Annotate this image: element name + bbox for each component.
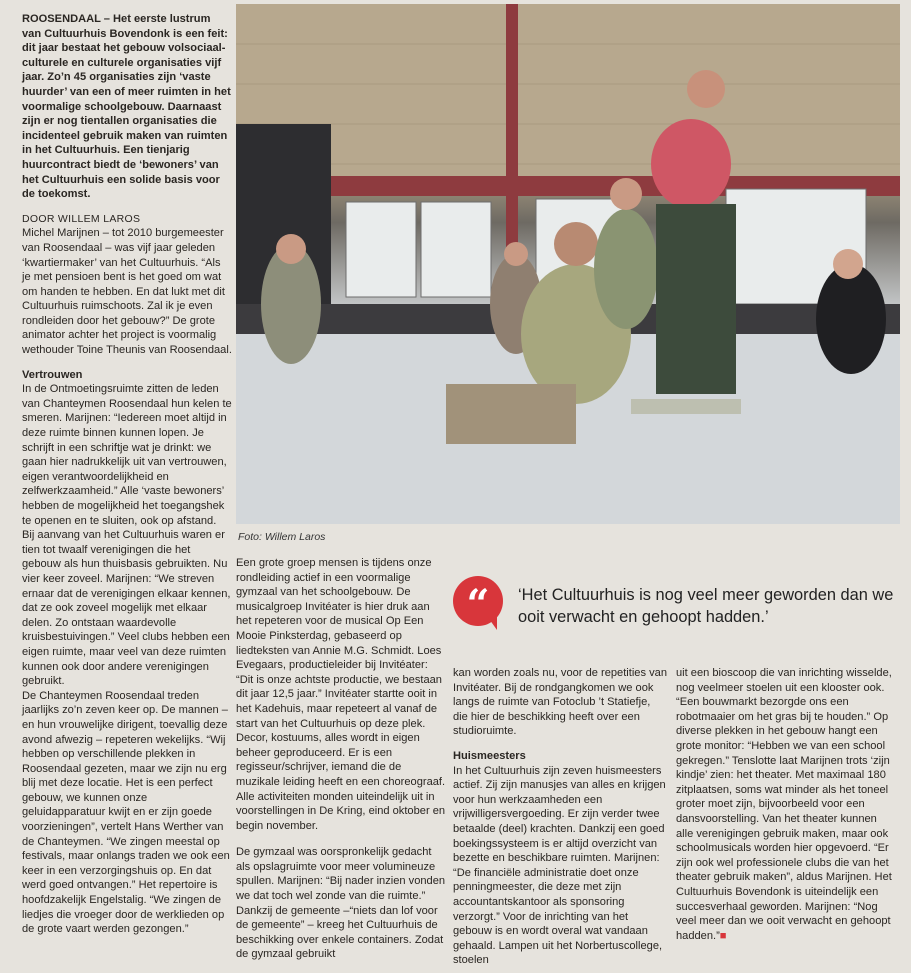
body-paragraph: kan worden zoals nu, voor de repetities van Invitéater. Bij de rondgangkomen we ook langs de ruimte van Fotoclub ’t Statiefje, die hier de beschikking heeft over een studioruimte. [453,667,667,738]
pull-quote: ‘Het Cultuurhuis is nog veel meer geworden dan we ooit verwacht en gehoopt hadden.’ [518,586,894,626]
body-paragraph: Michel Marijnen – tot 2010 burgemeester van Roosendaal – was vijf jaar geleden ‘kwartiermaker’ van het Cultuurhuis. “Als je met pensioen bent is het goed om wat om handen te hebben. En dat lukt met dit Cultuurhuis ruimschoots. Zal ik je even rondleiden door het gebouw?” De grote animator achter het project is voormalig wethouder Toine Theunis van Roosendaal. [22,227,232,357]
intro-paragraph: ROOSENDAAL – Het eerste lustrum van Cultuurhuis Bovendonk is een feit: dit jaar bestaat het gebouw volsociaal-culturele en culturele organisaties vijf jaar. Zo’n 45 organisaties zijn ‘vaste huurder’ van een of meer ruimten in het voormalige schoolgebouw. Daarnaast zijn er nog tientallen organisaties die incidenteel gebruik maken van ruimten in het Cultuurhuis. Een tienjarig huurcontract biedt de ‘bewoners’ van het Cultuurhuis een solide basis voor de toekomst. [22,13,231,201]
body-paragraph: De gymzaal was oorspronkelijk gedacht als opslagruimte voor meer volumineuze spullen. Marijnen: “Bij nader inzien vonden we dat toch wel zonde van die ruimte.” Dankzij de gemeente –“niets dan lof voor de gemeente” – kreeg het Cultuurhuis de beschikking over enkele containers. Zodat de gymzaal gebruikt [236,846,446,961]
body-paragraph: De Chanteymen Roosendaal treden jaarlijks zo’n zeven keer op. De mannen – en hun vrouwelijke dirigent, toevallig deze avond afwezig – repeteren wekelijks. “Wij hebben op verschillende plekken in Roosendaal gezeten, maar we zijn nu erg blij met deze locatie. Het is een perfect gebouw, we kunnen onze geluidapparatuur kwijt en er zijn goede voorzieningen”, vertelt Hans Werther van de Chanteymen. “We zingen meestal op festivals, maar onlangs traden we ook een keer in een verzorgingshuis op. En dat werd goed ontvangen.” Het repertoire is hoofdzakelijk Engelstalig. “We zingen de liedjes die vroeger door de werklieden op de grote vaart werden gezongen.” [22,689,230,936]
quote-icon: “ [453,576,503,626]
article-column-1 [22,12,232,937]
end-mark: ■ [719,929,727,942]
body-paragraph: Bij aanvang van het Cultuurhuis waren er tien tot twaalf verenigingen die het gebouw als hun thuisbasis gebruikten. Nu vier keer zoveel. Marijnen: “We streven ernaar dat de verenigingen elkaar kennen, dat ze ook zoveel mogelijk met elkaar delen. Zo ontstaan waardevolle kruisbestuivingen.” Veel clubs hebben een eigen ruimte, maar veel van deze ruimten kunnen ook door andere verenigingen gebruikt. [22,529,231,688]
body-paragraph: In het Cultuurhuis zijn zeven huismeesters actief. Zij zijn manusjes van alles en krijgen voor hun werkzaamheden een vrijwilligersvergoeding. Er zijn verder twee betaalde (deel) krachten. Dankzij een goed boekingssysteem is er altijd overzicht van bezette en beschikbare ruimten. Marijnen: “De financiële administratie doet onze penningmeester, die deze met zijn accountantskantoor als sponsoring verzorgt.” Voor de inrichting van het gebouw is en wordt overal wat vandaan gehaald. Lampen uit het Norbertuscollege, stoelen [453,764,666,967]
article-column-2 [236,556,446,962]
body-paragraph: Een grote groep mensen is tijdens onze rondleiding actief in een voormalige gymzaal van het schoolgebouw. De musicalgroep Invitéater is hier druk aan het repeteren voor de musical Op Een Mooie Pinksterdag, gebaseerd op liedteksten van Annie M.G. Schmidt. Loes Evegaars, productieleider bij Invitéater: “Dit is onze achtste productie, we bestaan dit jaar 12,5 jaar.” Invitéater startte ooit in het Kadehuis, maar repeteert al vanaf de start van het Cultuurhuis op deze plek. Decor, kostuums, alles wordt in eigen beheer geproduceerd. Er is een regisseur/schrijver, iemand die de muzikale leiding heeft en een choreograaf. Alle activiteiten monden uiteindelijk uit in voorstellingen in De Kring, eind oktober en begin november. [236,557,446,832]
byline: DOOR WILLEM LAROS [22,212,141,225]
article-column-3 [453,666,668,968]
quote-icon-tail [487,616,497,630]
body-paragraph [676,666,894,943]
subheading-vertrouwen: Vertrouwen [22,368,83,381]
photo-illustration [236,4,900,524]
subheading-huismeesters: Huismeesters [453,749,526,762]
photo-caption: Foto: Willem Laros [238,531,326,543]
body-text: uit een bioscoop die van inrichting wisselde, nog veelmeer stoelen uit een klooster ook. “Een bouwmarkt bezorgde ons een robotmaaier om het gras bij te houden.” Op diverse plekken in het gebouw hangt een grote monitor: “Hebben we van een school gekregen.” Tenslotte laat Marijnen trots ‘zijn kindje’ zien: het theater. Met maximaal 180 zitplaatsen, soms wat minder als het toneel groter moet zijn, bijvoorbeeld voor een dansvoorstelling. Van het theater kunnen alle verenigingen gebruik maken, maar ook schoolmusicals worden hier opgevoerd. “Er zijn ook wel professionele clubs die van het theater gebruik maken”, aldus Marijnen. Het Cultuurhuis Bovendonk is uiteindelijk een succesverhaal geworden. Marijnen: “Nog veel meer dan we ooit verwacht en gehoopt hadden.” [676,667,892,942]
article-column-4 [676,666,894,943]
body-paragraph: In de Ontmoetingsruimte zitten de leden van Chanteymen Roosendaal hun kelen te smeren. Marijnen: “Iedereen moet altijd in deze ruimte binnen kunnen lopen. Je schrijft in een schriftje wat je drinkt: we gaan hier nadrukkelijk uit van vertrouwen, eigen verantwoordelijkheid en zelfwerkzaamheid.” Alle ‘vaste bewoners’ hebben de mogelijkheid het toegangshek te openen en te sluiten, ook op afstand. [22,383,232,527]
rehearsal-photo [236,4,900,524]
